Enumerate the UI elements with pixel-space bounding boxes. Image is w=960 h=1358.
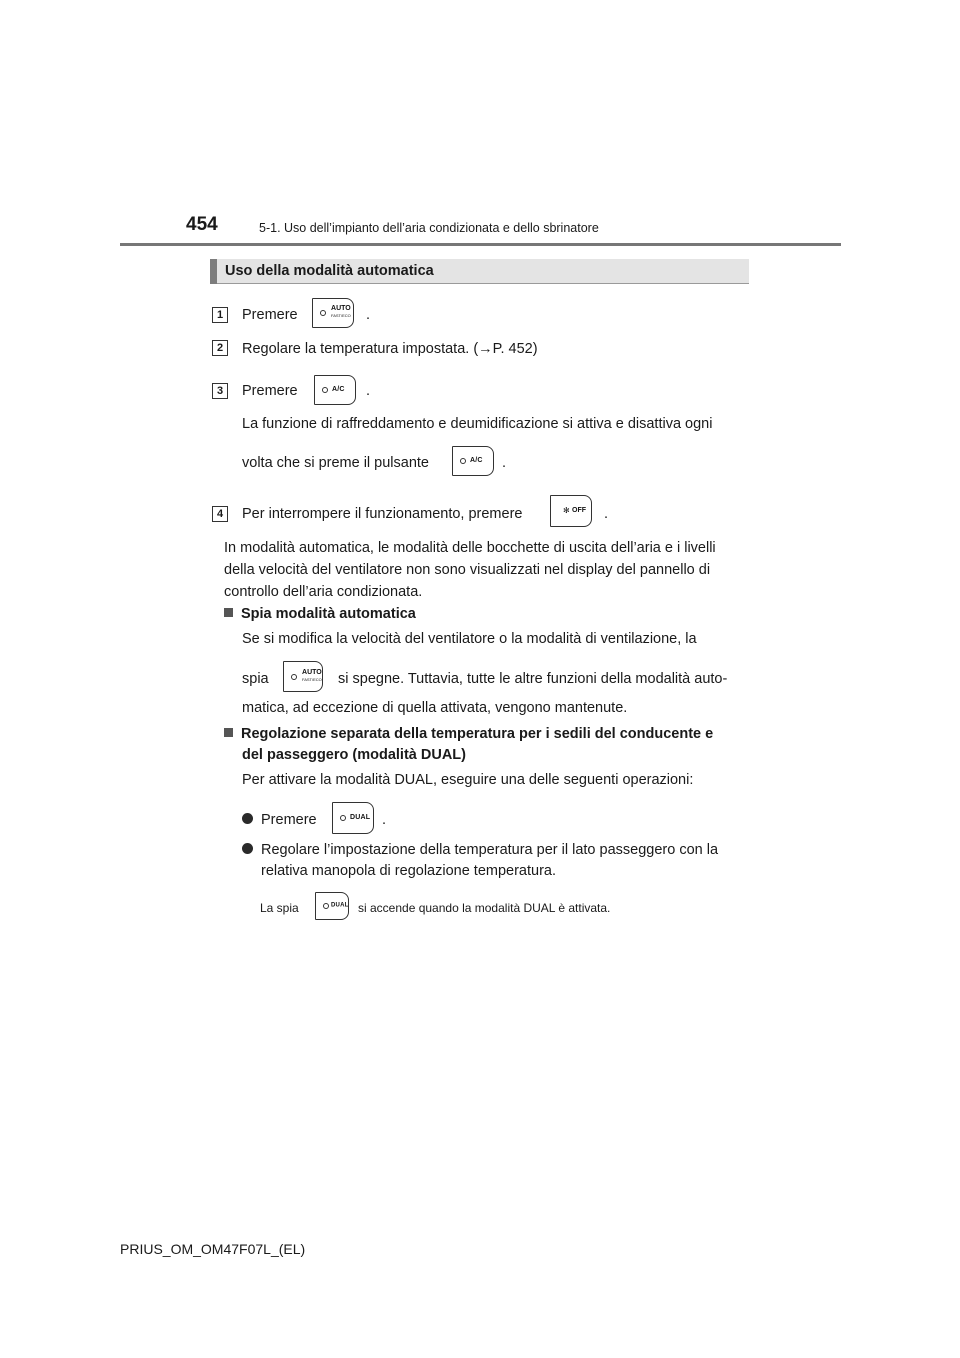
- step-number-1: 1: [212, 307, 228, 323]
- step-1-text-after: .: [366, 307, 371, 323]
- indicator-light-icon: [460, 458, 466, 464]
- ac-button-icon: [314, 375, 356, 405]
- section-title: Uso della modalità automatica: [225, 263, 434, 279]
- document-code: PRIUS_OM_OM47F07L_(EL): [120, 1241, 306, 1257]
- dual-button-label: DUAL: [350, 814, 371, 822]
- step-4-text: Per interrompere il funzionamento, premere: [242, 506, 523, 522]
- off-button-icon: [550, 495, 592, 527]
- off-button-label: OFF: [572, 507, 586, 515]
- step-3-note-line-2: volta che si preme il pulsante: [242, 455, 429, 471]
- step-number-3: 3: [212, 383, 228, 399]
- step-1-text: [242, 307, 298, 323]
- square-bullet-icon: [224, 608, 233, 617]
- dual-heading-line-1: Regolazione separata della temperatura per i sedili del conducente e: [224, 726, 713, 742]
- auto-indicator-line-2-after: si spegne. Tuttavia, tutte le altre funzioni della modalità auto-: [338, 671, 728, 687]
- dual-heading-line-2: del passeggero (modalità DUAL): [242, 747, 466, 763]
- dual-bullet-2-line-2: relativa manopola di regolazione temperatura.: [261, 863, 557, 879]
- intro-line-1: In modalità automatica, le modalità delle bocchette di uscita dell’aria e i livelli: [224, 540, 716, 556]
- dual-button-label: DUAL: [331, 902, 349, 909]
- step-number-4: 4: [212, 506, 228, 522]
- step-3-note-after: .: [502, 455, 507, 471]
- indicator-light-icon: [340, 815, 346, 821]
- step-number-2: 2: [212, 340, 228, 356]
- dual-note-after: si accende quando la modalità DUAL è attivata.: [358, 901, 611, 915]
- indicator-light-icon: [320, 310, 326, 316]
- step-3-text-before: Premere: [242, 383, 298, 399]
- dual-note-before: La spia: [260, 901, 299, 915]
- auto-button-icon: [312, 298, 354, 328]
- step-1-text-before: Premere: [242, 307, 298, 323]
- auto-indicator-heading: Spia modalità automatica: [224, 606, 416, 622]
- dual-button-icon: [315, 892, 349, 920]
- dual-bullet-1-after: .: [382, 812, 387, 828]
- indicator-light-icon: [291, 674, 297, 680]
- ac-button-label: A/C: [332, 386, 345, 394]
- page-number: 454: [186, 214, 218, 235]
- ac-button-icon: [452, 446, 494, 476]
- section-heading-accent: [210, 259, 217, 284]
- auto-indicator-line-3: matica, ad eccezione di quella attivata, vengono mantenute.: [242, 700, 628, 716]
- auto-indicator-line-2-before: spia: [242, 671, 269, 687]
- step-3-note-line-1: La funzione di raffreddamento e deumidificazione si attiva e disattiva ogni: [242, 416, 713, 432]
- indicator-light-icon: [323, 903, 329, 909]
- dual-button-icon: [332, 802, 374, 834]
- round-bullet-icon: [242, 813, 253, 824]
- auto-button-label: AUTO FAST/ECO: [302, 668, 322, 682]
- step-2-text: Regolare la temperatura impostata. (→P. 452): [242, 341, 538, 357]
- indicator-light-icon: [322, 387, 328, 393]
- intro-line-2: della velocità del ventilatore non sono visualizzati nel display del pannello di: [224, 562, 711, 578]
- intro-line-3: controllo dell’aria condizionata.: [224, 584, 423, 600]
- fan-icon: ✻: [563, 506, 570, 516]
- auto-button-icon: [283, 661, 323, 692]
- header-rule: [120, 243, 841, 246]
- step-3-text-after: .: [366, 383, 371, 399]
- dual-bullet-1: Premere: [242, 812, 317, 828]
- square-bullet-icon: [224, 728, 233, 737]
- section-heading: [210, 259, 749, 284]
- auto-indicator-line-1: Se si modifica la velocità del ventilatore o la modalità di ventilazione, la: [242, 631, 697, 647]
- running-head: 5-1. Uso dell’impianto dell’aria condizionata e dello sbrinatore: [259, 221, 599, 235]
- auto-button-label: AUTO FAST/ECO: [331, 305, 351, 319]
- dual-bullet-2-line-1: Regolare l’impostazione della temperatura per il lato passeggero con la: [242, 842, 718, 858]
- dual-intro: Per attivare la modalità DUAL, eseguire una delle seguenti operazioni:: [242, 772, 694, 788]
- ac-button-label: A/C: [470, 457, 483, 465]
- round-bullet-icon: [242, 843, 253, 854]
- step-4-text-after: .: [604, 506, 609, 522]
